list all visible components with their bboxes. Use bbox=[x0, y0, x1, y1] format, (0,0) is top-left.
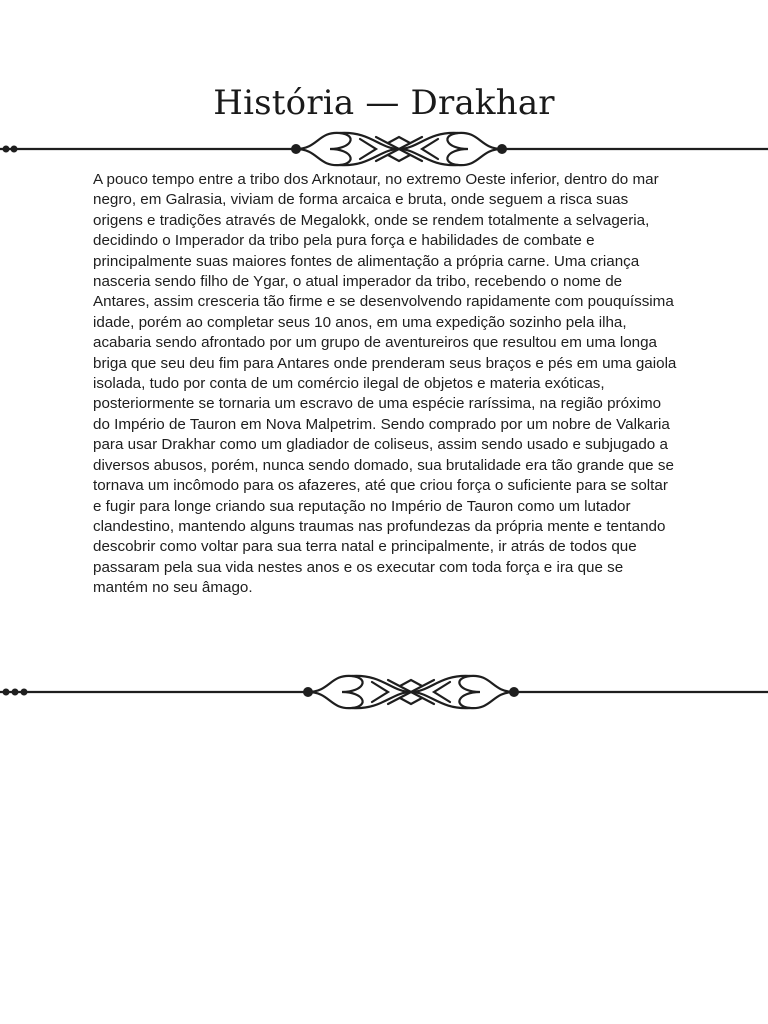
history-paragraph: A pouco tempo entre a tribo dos Arknotaur, no extremo Oeste inferior, dentro do mar negro, em Galrasia, viviam de forma arcaica e bruta, onde seguem a risca suas origens e tradições através de Megalokk, onde se rendem totalmente a selvageria, decidindo o Imperador da tribo pela pura força e habilidades de combate e principalmente suas maiores fontes de alimentação a própria carne. Uma criança nasceria sendo filho de Ygar, o atual imperador da tribo, recebendo o nome de Antares, assim cresceria tão firme e se desenvolvendo rapidamente com pouquíssima idade, porém ao completar seus 10 anos, em uma expedição sozinho pela ilha, acabaria sendo afrontado por um grupo de aventureiros que resultou em uma longa briga que seu deu fim para Antares onde prenderam seus braços e pés em uma gaiola isolada, tudo por conta de um comércio ilegal de objetos e materia exóticas, posteriormente se tornaria um escravo de uma espécie raríssima, na região próximo do Império de Tauron em Nova Malpetrim. Sendo comprado por um nobre de Valkaria para usar Drakhar como um gladiador de coliseus, assim sendo usado e subjugado a diversos abusos, porém, nunca sendo domado, sua brutalidade era tão grande que se tornava um incômodo para os afazeres, até que criou força o suficiente para se soltar e fugir para longe criando sua reputação no Império de Tauron como um lutador clandestino, mantendo alguns traumas nas profundezas da própria mente e tentando descobrir como voltar para sua terra natal e principalmente, ir atrás de todos que passaram pela sua vida nestes anos e os executar com toda força e ira que se mantém no seu âmago. bbox=[93, 171, 677, 597]
ornamental-divider-bottom bbox=[0, 662, 768, 722]
page-title: História — Drakhar bbox=[213, 83, 555, 123]
